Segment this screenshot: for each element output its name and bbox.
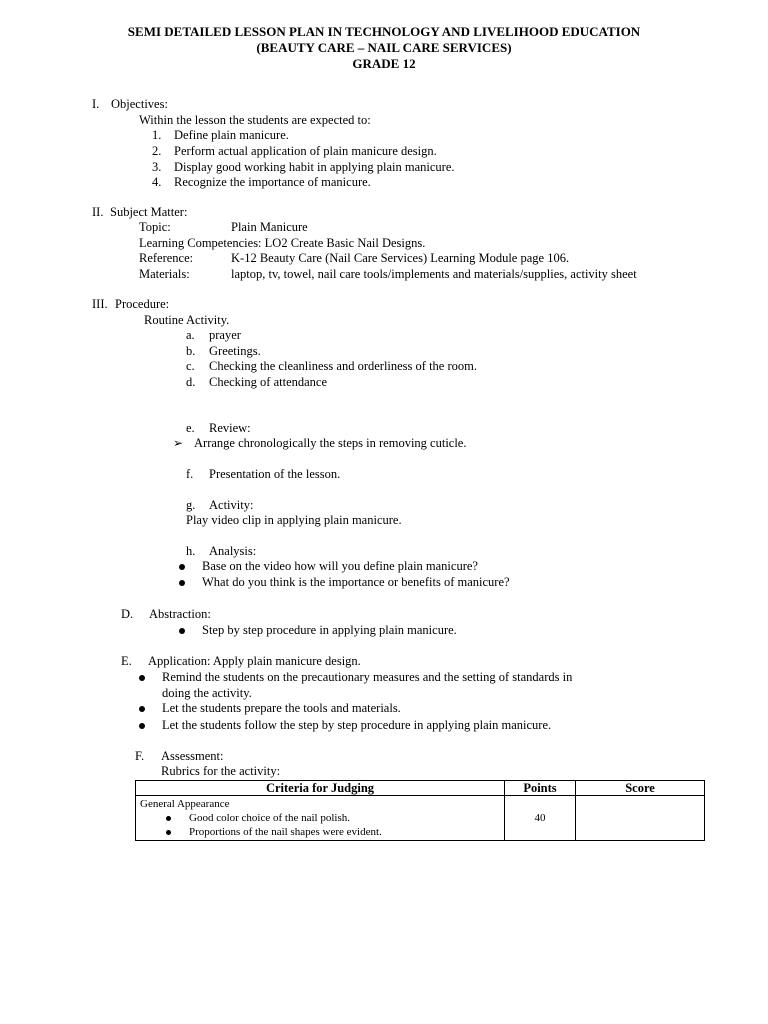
routine-letter: b.: [186, 344, 196, 358]
materials-label: Materials:: [139, 267, 190, 281]
rubric-points-cell: 40: [505, 796, 576, 841]
doc-title-line3: GRADE 12: [352, 56, 416, 71]
application-letter: E.: [121, 654, 132, 668]
activity-text: Play video clip in applying plain manicure.: [186, 513, 402, 527]
routine-activity: Routine Activity.: [144, 313, 230, 327]
routine-letter: d.: [186, 375, 196, 389]
bullet-icon: [139, 706, 145, 712]
bullet-icon: [139, 723, 145, 729]
application-item-continued: doing the activity.: [162, 686, 252, 700]
review-letter: e.: [186, 421, 195, 435]
topic-value: Plain Manicure: [231, 220, 308, 234]
list-item: [140, 811, 500, 825]
analysis-item: What do you think is the importance or benefits of manicure?: [202, 575, 510, 589]
analysis-item: Base on the video how will you define plain manicure?: [202, 559, 478, 573]
routine-item: prayer: [209, 328, 241, 342]
assessment-letter: F.: [135, 749, 145, 763]
bullet-icon: [166, 816, 171, 821]
arrow-bullet-icon: ➢: [173, 436, 184, 450]
learning-competencies: Learning Competencies: LO2 Create Basic Nail Designs.: [139, 236, 426, 250]
rubrics-caption: Rubrics for the activity:: [161, 764, 281, 778]
reference-value: K-12 Beauty Care (Nail Care Services) Learning Module page 106.: [231, 251, 570, 265]
doc-title-line2: (BEAUTY CARE – NAIL CARE SERVICES): [256, 40, 512, 55]
analysis-heading: Analysis:: [209, 544, 257, 558]
presentation-letter: f.: [186, 467, 194, 481]
routine-letter: c.: [186, 359, 195, 373]
rubric-header-points: Points: [505, 781, 576, 796]
section-subject-title: Subject Matter:: [110, 205, 188, 219]
abstraction-letter: D.: [121, 607, 134, 621]
abstraction-heading: Abstraction:: [149, 607, 211, 621]
table-row: [136, 796, 705, 841]
section-subject-num: II.: [92, 205, 104, 219]
rubric-score-cell: [576, 796, 705, 841]
bullet-icon: [179, 580, 185, 586]
objective-item: Display good working habit in applying plain manicure.: [174, 160, 455, 174]
routine-item: Greetings.: [209, 344, 261, 358]
bullet-icon: [179, 564, 185, 570]
section-objectives-title: Objectives:: [111, 97, 168, 111]
objective-num: 2.: [152, 144, 162, 158]
bullet-icon: [139, 675, 145, 681]
rubric-criteria-title: General Appearance: [140, 798, 230, 810]
application-item: Let the students follow the step by step procedure in applying plain manicure.: [162, 718, 552, 732]
reference-label: Reference:: [139, 251, 194, 265]
materials-value: laptop, tv, towel, nail care tools/implements and materials/supplies, activity sheet: [231, 267, 637, 281]
review-item: Arrange chronologically the steps in removing cuticle.: [194, 436, 467, 450]
routine-letter: a.: [186, 328, 195, 342]
bullet-icon: [179, 628, 185, 634]
rubric-criteria-cell: [136, 796, 505, 841]
objectives-intro: Within the lesson the students are expected to:: [139, 113, 371, 127]
activity-letter: g.: [186, 498, 196, 512]
routine-item: Checking of attendance: [209, 375, 328, 389]
rubric-bullet-text: Good color choice of the nail polish.: [189, 812, 350, 824]
routine-item: Checking the cleanliness and orderliness of the room.: [209, 359, 477, 373]
application-heading: Application: Apply plain manicure design.: [148, 654, 361, 668]
section-procedure-num: III.: [92, 297, 108, 311]
objective-num: 1.: [152, 128, 162, 142]
topic-label: Topic:: [139, 220, 171, 234]
bullet-icon: [166, 830, 171, 835]
presentation-heading: Presentation of the lesson.: [209, 467, 341, 481]
objective-num: 3.: [152, 160, 162, 174]
list-item: [140, 825, 500, 839]
doc-title-line1: SEMI DETAILED LESSON PLAN IN TECHNOLOGY AND LIVELIHOOD EDUCATION: [127, 24, 641, 39]
rubric-header-criteria: Criteria for Judging: [136, 781, 505, 796]
assessment-heading: Assessment:: [161, 749, 224, 763]
application-item: Let the students prepare the tools and materials.: [162, 701, 401, 715]
rubric-bullet-text: Proportions of the nail shapes were evident.: [189, 826, 382, 838]
objective-item: Perform actual application of plain manicure design.: [174, 144, 437, 158]
review-heading: Review:: [209, 421, 251, 435]
rubric-table: [135, 780, 705, 841]
section-objectives-num: I.: [92, 97, 100, 111]
activity-heading: Activity:: [209, 498, 254, 512]
objective-num: 4.: [152, 175, 162, 189]
section-procedure-title: Procedure:: [115, 297, 170, 311]
rubric-header-row: [136, 781, 705, 796]
abstraction-item: Step by step procedure in applying plain manicure.: [202, 623, 457, 637]
objective-item: Recognize the importance of manicure.: [174, 175, 371, 189]
analysis-letter: h.: [186, 544, 196, 558]
rubric-header-score: Score: [576, 781, 705, 796]
objective-item: Define plain manicure.: [174, 128, 289, 142]
application-item: Remind the students on the precautionary measures and the setting of standards in: [162, 670, 573, 684]
